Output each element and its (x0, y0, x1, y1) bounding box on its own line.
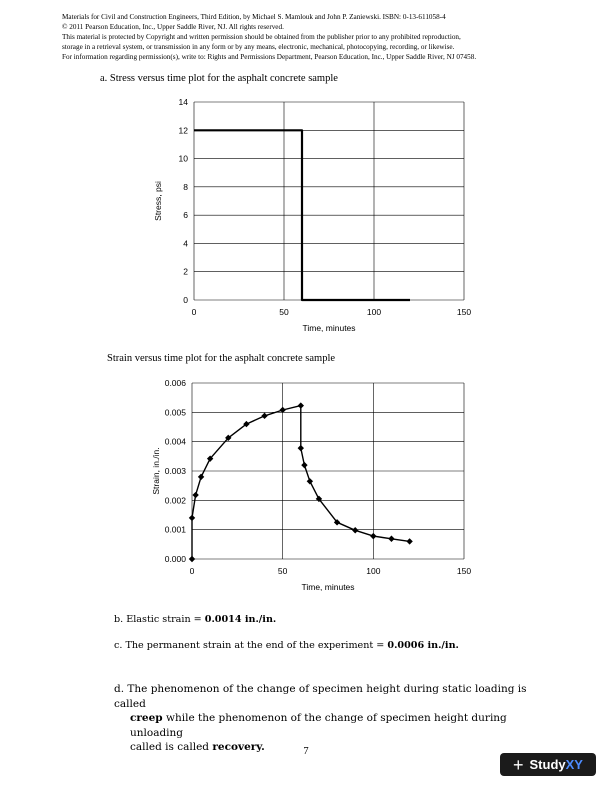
strain-y-axis-title: Strain, in./in. (151, 447, 161, 495)
strain-ytick-label: 0.000 (164, 554, 186, 564)
strain-data-point (189, 515, 195, 521)
header-line: This material is protected by Copyright and written permission should be obtained from the publisher prior to any prohibited reproduction, (62, 33, 461, 41)
strain-data-point (192, 492, 198, 498)
strain-ytick-label: 0.005 (164, 407, 186, 418)
strain-data-point (261, 413, 267, 419)
copyright-header (62, 12, 562, 62)
stress-xtick-label: 100 (366, 307, 382, 317)
strain-data-point (307, 478, 313, 484)
strain-ytick-label: 0.003 (164, 466, 186, 476)
studyxy-badge[interactable] (500, 753, 596, 776)
permanent-strain-value: 0.0006 in./in. (387, 640, 459, 651)
strain-ytick-label: 0.006 (164, 378, 186, 388)
stress-xtick-label: 150 (456, 307, 472, 317)
answer-c-label: c. The permanent strain at the end of the experiment = (114, 640, 388, 651)
strain-xtick-label: 100 (366, 566, 381, 576)
answer-d-line3: called is called (130, 741, 213, 753)
strain-data-point (301, 462, 307, 468)
stress-caption: a. Stress versus time plot for the asphalt concrete sample (100, 73, 338, 84)
answer-b-label: b. Elastic strain = (114, 614, 205, 625)
stress-ytick-label: 6 (183, 210, 188, 221)
stress-x-axis-title: Time, minutes (302, 323, 356, 333)
strain-series-line (192, 406, 410, 559)
answer-d-line1: d. The phenomenon of the change of specimen height during static loading is called (114, 683, 527, 710)
stress-y-axis-title: Stress, psi (153, 181, 163, 221)
answer-d-line2: while the phenomenon of the change of specimen height during unloading (130, 712, 507, 739)
elastic-strain-value: 0.0014 in./in. (204, 614, 277, 625)
strain-data-point (388, 536, 394, 542)
header-line: Materials for Civil and Construction Engineers, Third Edition, by Michael S. Mamlouk and John P. Zaniewski. ISBN: 0-13-611058-4 (62, 13, 446, 21)
badge-brand (530, 757, 583, 772)
stress-ytick-label: 0 (183, 295, 188, 305)
strain-data-point (189, 556, 195, 562)
strain-chart (150, 373, 480, 605)
answer-c (114, 640, 459, 651)
strain-data-point (406, 538, 412, 544)
badge-brand-b: XY (565, 757, 583, 772)
strain-xtick-label: 50 (277, 566, 288, 576)
creep-term: creep (130, 712, 163, 724)
stress-xtick-label: 0 (191, 307, 197, 317)
header-line: For information regarding permission(s), write to: Rights and Permissions Department, Pearson Education, Inc., Upper Saddle River, NJ 07458. (62, 53, 477, 61)
stress-xtick-label: 50 (279, 307, 289, 317)
strain-ytick-label: 0.001 (164, 524, 186, 535)
stress-chart-svg (150, 92, 480, 342)
strain-data-point (298, 402, 304, 408)
header-line: storage in a retrieval system, or transmission in any form or by any means, electronic, mechanical, photocopying, recording, or likewise. (62, 43, 455, 51)
stress-ytick-label: 8 (183, 181, 188, 192)
strain-data-point (352, 527, 358, 533)
answer-d (114, 682, 544, 755)
strain-data-point (198, 474, 204, 480)
stress-chart (150, 92, 480, 342)
page-number: 7 (303, 746, 309, 757)
stress-ytick-label: 12 (178, 125, 188, 136)
stress-ytick-label: 2 (183, 266, 188, 277)
answer-b (114, 614, 276, 625)
stress-ytick-label: 4 (183, 238, 188, 249)
strain-data-point (370, 533, 376, 539)
stress-ytick-label: 10 (178, 153, 188, 164)
strain-ytick-label: 0.004 (164, 436, 186, 447)
strain-data-point (298, 445, 304, 451)
strain-xtick-label: 0 (189, 566, 195, 576)
strain-x-axis-title: Time, minutes (301, 582, 355, 592)
badge-brand-a: Study (529, 757, 566, 772)
recovery-term: recovery. (212, 741, 265, 753)
stress-ytick-label: 14 (178, 97, 188, 107)
strain-chart-svg (150, 373, 480, 605)
strain-xtick-label: 150 (456, 566, 472, 576)
strain-ytick-label: 0.002 (164, 495, 186, 506)
plus-icon: + (513, 754, 524, 775)
header-line: © 2011 Pearson Education, Inc., Upper Saddle River, NJ. All rights reserved. (62, 23, 284, 31)
strain-caption: Strain versus time plot for the asphalt concrete sample (107, 353, 336, 364)
